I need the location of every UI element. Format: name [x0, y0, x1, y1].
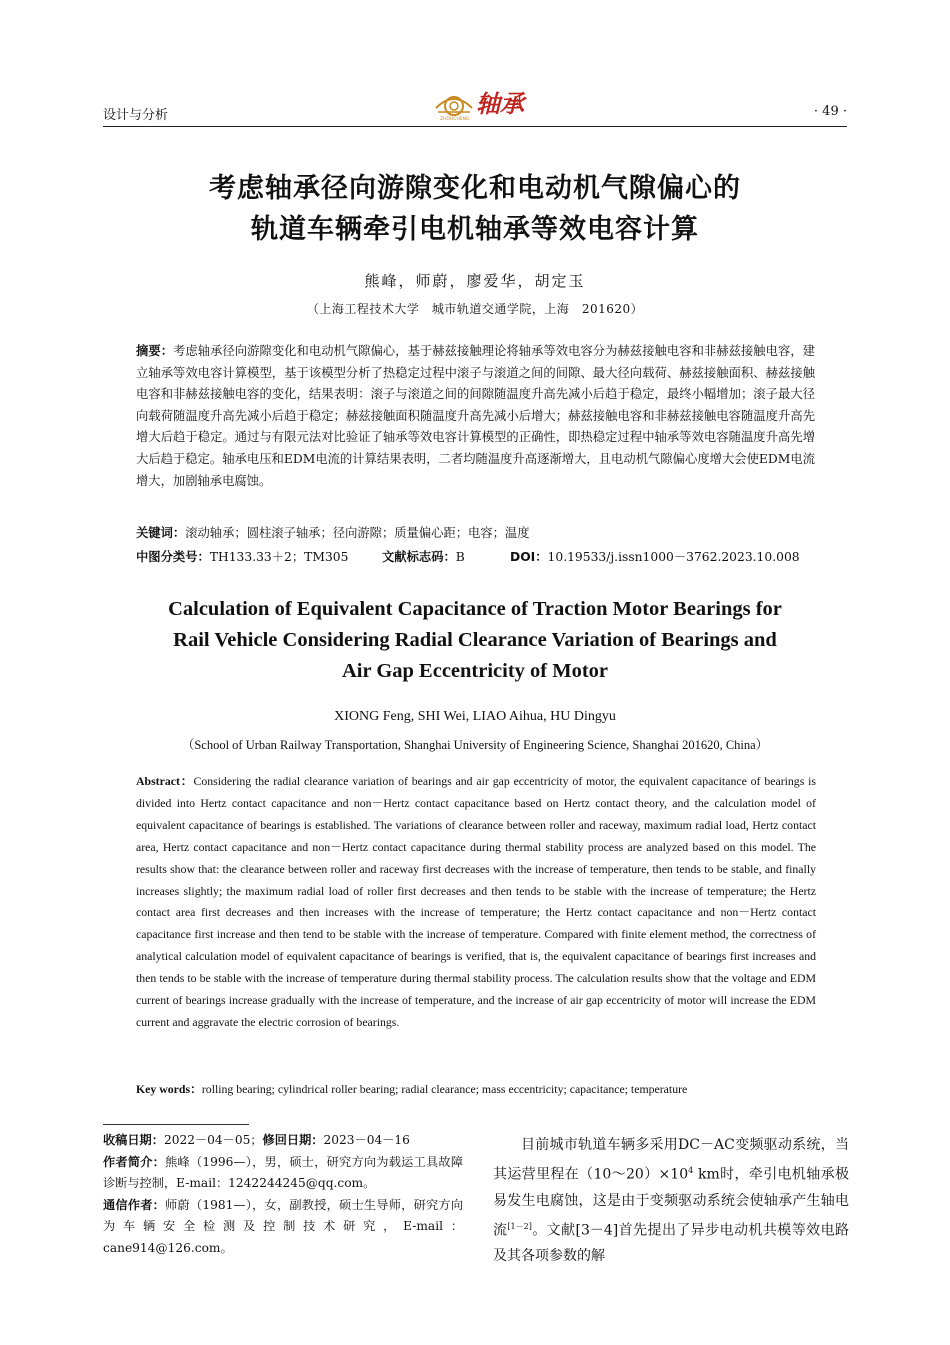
- bearing-logo-icon: [432, 86, 544, 122]
- english-abstract: [136, 771, 816, 1034]
- footnote-corresponding: [103, 1195, 463, 1260]
- author-bio-label: 作者简介：: [103, 1154, 166, 1169]
- english-abstract-label: Abstract：: [136, 774, 194, 788]
- english-keywords: [136, 1080, 816, 1097]
- footnote: [103, 1130, 463, 1259]
- doc-code-value: B: [455, 550, 465, 564]
- chinese-title: [60, 168, 890, 250]
- body-text-b: km时，牵引电机轴承极易发生电腐蚀，这是由于变频驱动系统会使轴承产生轴电流: [493, 1166, 849, 1239]
- body-paragraph: [493, 1132, 849, 1269]
- english-title: [100, 594, 850, 687]
- footnote-divider: [103, 1124, 249, 1125]
- english-authors: XIONG Feng, SHI Wei, LIAO Aihua, HU Dingyu: [334, 709, 616, 724]
- chinese-title-line1: 考虑轴承径向游隙变化和电动机气隙偏心的: [209, 173, 741, 204]
- body-exponent: 4: [688, 1166, 694, 1175]
- chinese-affiliation: （上海工程技术大学 城市轨道交通学院，上海 201620）: [306, 302, 644, 316]
- received-label: 收稿日期：: [103, 1133, 164, 1147]
- chinese-keywords-text: 滚动轴承；圆柱滚子轴承；径向游隙；质量偏心距；电容；温度: [185, 526, 530, 540]
- doc-code-label: 文献标志码：: [382, 550, 456, 564]
- english-keywords-label: Key words：: [136, 1082, 202, 1096]
- author-bio: 熊峰（1996—），男，硕士，研究方向为载运工具故障诊断与控制，E-mail：1242244245@qq.com。: [103, 1154, 464, 1190]
- chinese-abstract-label: 摘要：: [136, 344, 174, 358]
- logo-subtext: ZHOUCHENG: [440, 117, 470, 122]
- clc-label: 中图分类号：: [136, 550, 210, 564]
- received-date: 2022－04－05；: [163, 1133, 263, 1147]
- header-divider: [103, 126, 847, 127]
- footnote-author: [103, 1152, 463, 1195]
- body-text-a: 目前城市轨道车辆多采用DC－AC变频驱动系统，当其运营里程在（10～20）×10: [493, 1137, 849, 1183]
- classification-line: [136, 547, 815, 565]
- chinese-title-line2: 轨道车辆牵引电机轴承等效电容计算: [251, 214, 699, 245]
- footnote-dates: [103, 1130, 463, 1152]
- corresponding-bio: 师蔚（1981—），女，副教授，硕士生导师，研究方向为车辆安全检测及控制技术研究，E-mail：cane914@126.com。: [103, 1197, 464, 1255]
- english-abstract-text: Considering the radial clearance variation of bearings and air gap eccentricity of motor, the equivalent capacitance of bearings is divided into Hertz contact capacitance and non－Hertz contact capacitance based on Hertz contact theory, and the calculation model of equivalent capacitance of bearings is established. The variations of clearance between roller and raceway, maximum radial load, Hertz contact area, Hertz contact capacitance and non－Hertz contact capacitance during thermal stability process are analyzed based on this model. The results show that: the clearance between roller and raceway first decreases with the increase of temperature, then tends to be stable, and finally increases slightly; the maximum radial load of roller first decreases and then tends to be stable with the increase of temperature; the Hertz contact area first decreases and then increases with the increase of temperature; the Hertz contact capacitance and non－Hertz contact capacitance first increase and then tend to be stable with the increase of temperature. Compared with finite element method, the correctness of analytical calculation model of equivalent capacitance of bearings is verified, that is, the equivalent capacitance of bearings first increases and then tends to be stable with the increase of temperature during thermal stability process. The calculation results show that the voltage and EDM current of bearings increase gradually with the increase of temperature, and the increase of air gap eccentricity of motor will increase the EDM current and aggravate the electric corrosion of bearings.: [136, 774, 816, 1029]
- english-title-line3: Air Gap Eccentricity of Motor: [341, 660, 609, 682]
- english-title-line1: Calculation of Equivalent Capacitance of Traction Motor Bearings for: [168, 598, 782, 620]
- chinese-keywords-label: 关键词：: [136, 526, 186, 540]
- doi-value: 10.19533/j.issn1000－3762.2023.10.008: [547, 550, 800, 564]
- page-number: · 49 ·: [813, 104, 847, 119]
- journal-logo: [432, 86, 544, 122]
- running-header-section: 设计与分析: [103, 108, 169, 123]
- clc-value: TH133.33＋2；TM305: [209, 550, 349, 564]
- doi-label: DOI：: [510, 550, 548, 564]
- body-text-c: 。文献[3－4]首先提出了异步电动机共模等效电路及其各项参数的解: [493, 1222, 849, 1265]
- revised-date: 2023－04－16: [323, 1133, 410, 1147]
- logo-text: 轴承: [476, 89, 524, 118]
- english-affiliation: （School of Urban Railway Transportation, Shanghai University of Engineering Science, Shanghai 201620, China）: [181, 738, 769, 752]
- chinese-abstract: [136, 341, 815, 492]
- citation-ref: [1－2]: [507, 1221, 532, 1231]
- chinese-authors: 熊峰，师蔚，廖爱华，胡定玉: [364, 272, 586, 290]
- chinese-abstract-text: 考虑轴承径向游隙变化和电动机气隙偏心，基于赫兹接触理论将轴承等效电容分为赫兹接触电容和非赫兹接触电容，建立轴承等效电容计算模型，基于该模型分析了热稳定过程中滚子与滚道之间的间隙、最大径向载荷、赫兹接触面积、赫兹接触电容和非赫兹接触电容的变化，结果表明：滚子与滚道之间的间隙随温度升高先减小后趋于稳定，最终小幅增加；滚子最大径向载荷随温度升高先减小后趋于稳定；赫兹接触面积随温度升高先减小后增大；赫兹接触电容和非赫兹接触电容随温度升高先增大后趋于稳定。通过与有限元法对比验证了轴承等效电容计算模型的正确性，即热稳定过程中轴承等效电容随温度升高先增大后趋于稳定。轴承电压和EDM电流的计算结果表明，二者均随温度升高逐渐增大，且电动机气隙偏心度增大会使EDM电流增大，加剧轴承电腐蚀。: [136, 344, 815, 488]
- chinese-keywords: [136, 523, 815, 541]
- revised-label: 修回日期：: [262, 1133, 324, 1147]
- english-keywords-text: rolling bearing; cylindrical roller bearing; radial clearance; mass eccentricity; capacitance; temperature: [201, 1082, 688, 1096]
- corresponding-label: 通信作者：: [103, 1197, 166, 1212]
- english-title-line2: Rail Vehicle Considering Radial Clearance Variation of Bearings and: [173, 629, 777, 651]
